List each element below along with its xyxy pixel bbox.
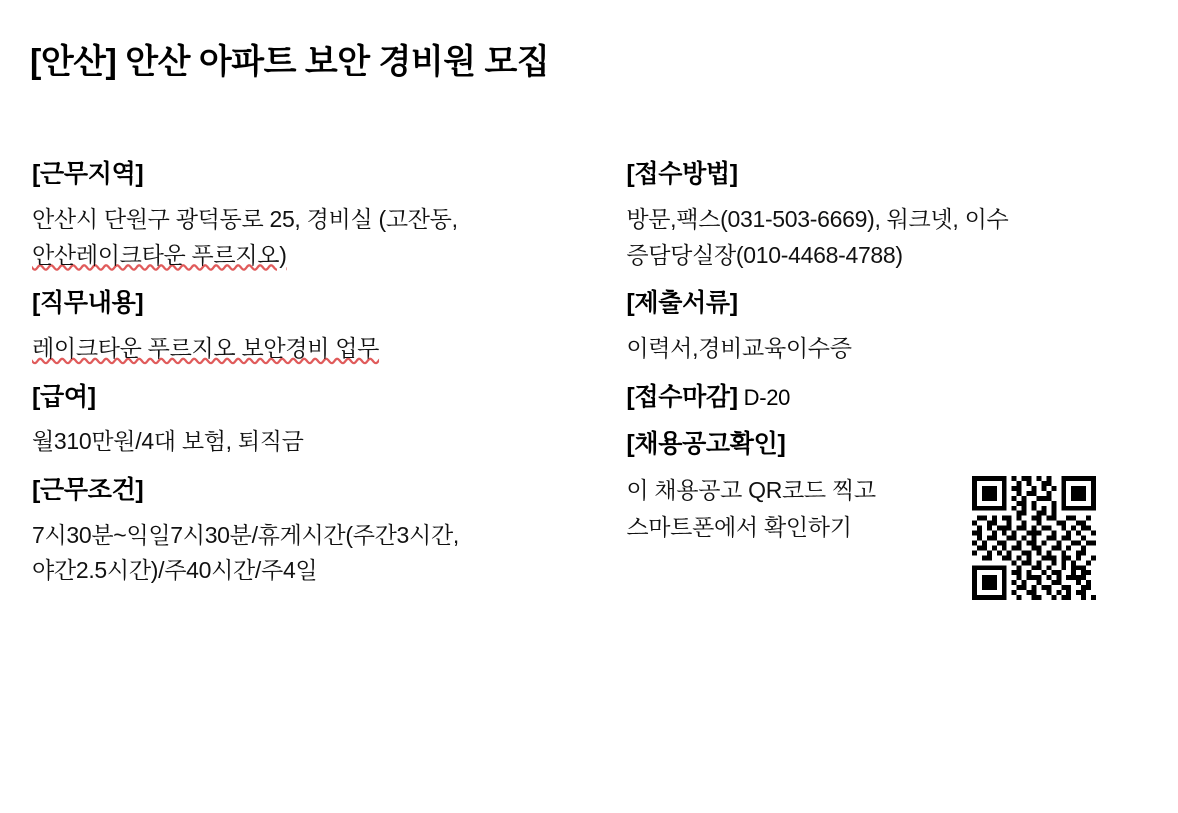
work-area-heading: [근무지역] xyxy=(32,160,144,189)
work-condition-line1: 7시30분~익일7시30분/휴게시간(주간3시간, xyxy=(32,521,459,548)
work-area-line1: 안산시 단원구 광덕동로 25, 경비실 (고잔동, xyxy=(32,205,458,232)
salary-heading: [급여] xyxy=(32,382,96,411)
section-job-duty xyxy=(30,287,618,366)
work-area-line2: 안산레이크타운 푸르지오) xyxy=(32,241,287,268)
notice-check-text xyxy=(626,472,956,546)
section-salary xyxy=(30,381,618,460)
work-condition-heading: [근무조건] xyxy=(32,476,144,504)
deadline-value: D-20 xyxy=(737,384,791,410)
page-title: [안산] 안산 아파트 보안 경비원 모집 xyxy=(30,43,550,81)
notice-check-line1: 이 채용공고 QR코드 찍고 xyxy=(626,477,876,504)
salary-text: 월310만원/4대 보험, 퇴직금 xyxy=(32,428,304,455)
work-condition-line2: 야간2.5시간)/주40시간/주4일 xyxy=(32,557,318,584)
qr-row xyxy=(626,472,1148,622)
documents-text: 이력서,경비교육이수증 xyxy=(626,334,852,361)
section-work-condition xyxy=(30,474,618,589)
apply-method-heading: [접수방법] xyxy=(626,160,738,189)
apply-method-line2: 증담당실장(010-4468-4788) xyxy=(626,241,903,268)
deadline-heading xyxy=(626,381,1148,415)
apply-method-line1: 방문,팩스(031-503-6669), 워크넷, 이수 xyxy=(626,205,1009,232)
job-duty-text: 레이크타운 푸르지오 보안경비 업무 xyxy=(32,334,380,361)
notice-check-heading: [채용공고확인] xyxy=(626,430,786,459)
work-area-text xyxy=(32,202,612,273)
job-duty-heading: [직무내용] xyxy=(32,289,144,318)
right-column xyxy=(618,144,1148,628)
apply-method-text xyxy=(626,202,1148,273)
section-documents xyxy=(626,287,1148,366)
section-work-area xyxy=(30,158,618,273)
section-apply-method xyxy=(626,158,1148,273)
left-column xyxy=(30,144,618,595)
section-notice-check xyxy=(626,428,1148,622)
work-condition-text xyxy=(32,518,612,589)
documents-heading: [제출서류] xyxy=(626,289,738,318)
notice-check-line2: 스마트폰에서 확인하기 xyxy=(626,513,852,540)
section-deadline xyxy=(626,381,1148,415)
two-column-layout xyxy=(30,144,1148,628)
deadline-label: [접수마감] xyxy=(626,382,738,411)
qr-code[interactable] xyxy=(972,476,1096,600)
